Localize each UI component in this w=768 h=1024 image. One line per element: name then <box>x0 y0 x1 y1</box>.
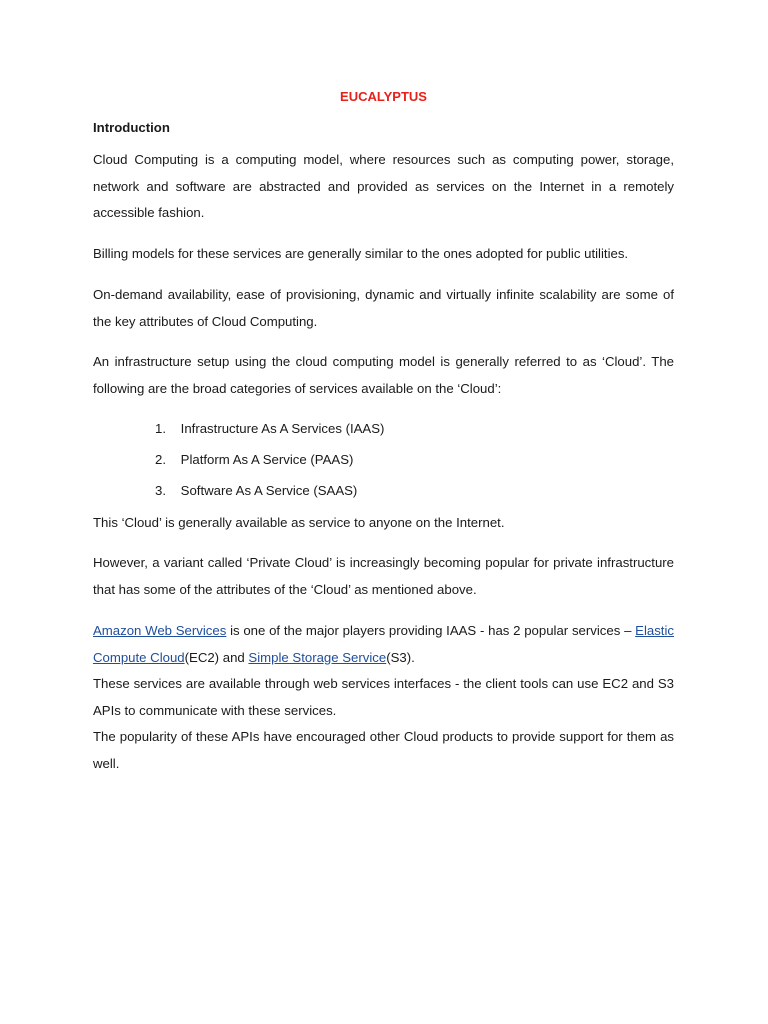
paragraph-cloud-definition: Cloud Computing is a computing model, where resources such as computing power, storage, network and software are abstracted and provided as services on the Internet in a remotely accessible fashion. <box>93 152 674 221</box>
link-amazon-web-services[interactable]: Amazon Web Services <box>93 623 227 638</box>
list-item <box>155 447 353 474</box>
paragraph-availability: This ‘Cloud’ is generally available as service to anyone on the Internet. <box>93 515 505 530</box>
link-elastic-compute-cloud[interactable]: Elastic Compute Cloud <box>93 623 674 665</box>
list-text: Platform As A Service (PAAS) <box>180 452 354 467</box>
paragraph-aws <box>93 618 674 671</box>
paragraph-attributes: On-demand availability, ease of provisioning, dynamic and virtually infinite scalability are some of the key attributes of Cloud Computing. <box>93 287 674 329</box>
list-item <box>155 416 384 443</box>
document-title: EUCALYPTUS <box>340 89 427 104</box>
paragraph-web-services: These services are available through web services interfaces - the client tools can use EC2 and S3 APIs to communicate with these services. <box>93 676 674 718</box>
list-item <box>155 478 357 505</box>
list-number: 1. <box>155 421 166 436</box>
aws-text-a: is one of the major players providing IAAS - has 2 popular services – <box>226 623 636 638</box>
list-number: 3. <box>155 483 166 498</box>
paragraph-billing: Billing models for these services are generally similar to the ones adopted for public utilities. <box>93 246 629 261</box>
paragraph-infrastructure: An infrastructure setup using the cloud computing model is generally referred to as ‘Cloud’. The following are the broad categories of services available on the ‘Cloud’: <box>93 354 674 396</box>
list-text: Software As A Service (SAAS) <box>180 483 358 498</box>
aws-text-c: (S3). <box>386 649 415 665</box>
list-number: 2. <box>155 452 166 467</box>
list-text: Infrastructure As A Services (IAAS) <box>180 421 385 436</box>
link-simple-storage-service[interactable]: Simple Storage Service <box>248 649 387 665</box>
aws-text-b: (EC2) and <box>184 649 249 665</box>
section-heading: Introduction <box>93 120 170 135</box>
paragraph-api-popularity: The popularity of these APIs have encouraged other Cloud products to provide support for them as well. <box>93 729 674 771</box>
paragraph-private-cloud: However, a variant called ‘Private Cloud’ is increasingly becoming popular for private infrastructure that has some of the attributes of the ‘Cloud’ as mentioned above. <box>93 555 674 597</box>
